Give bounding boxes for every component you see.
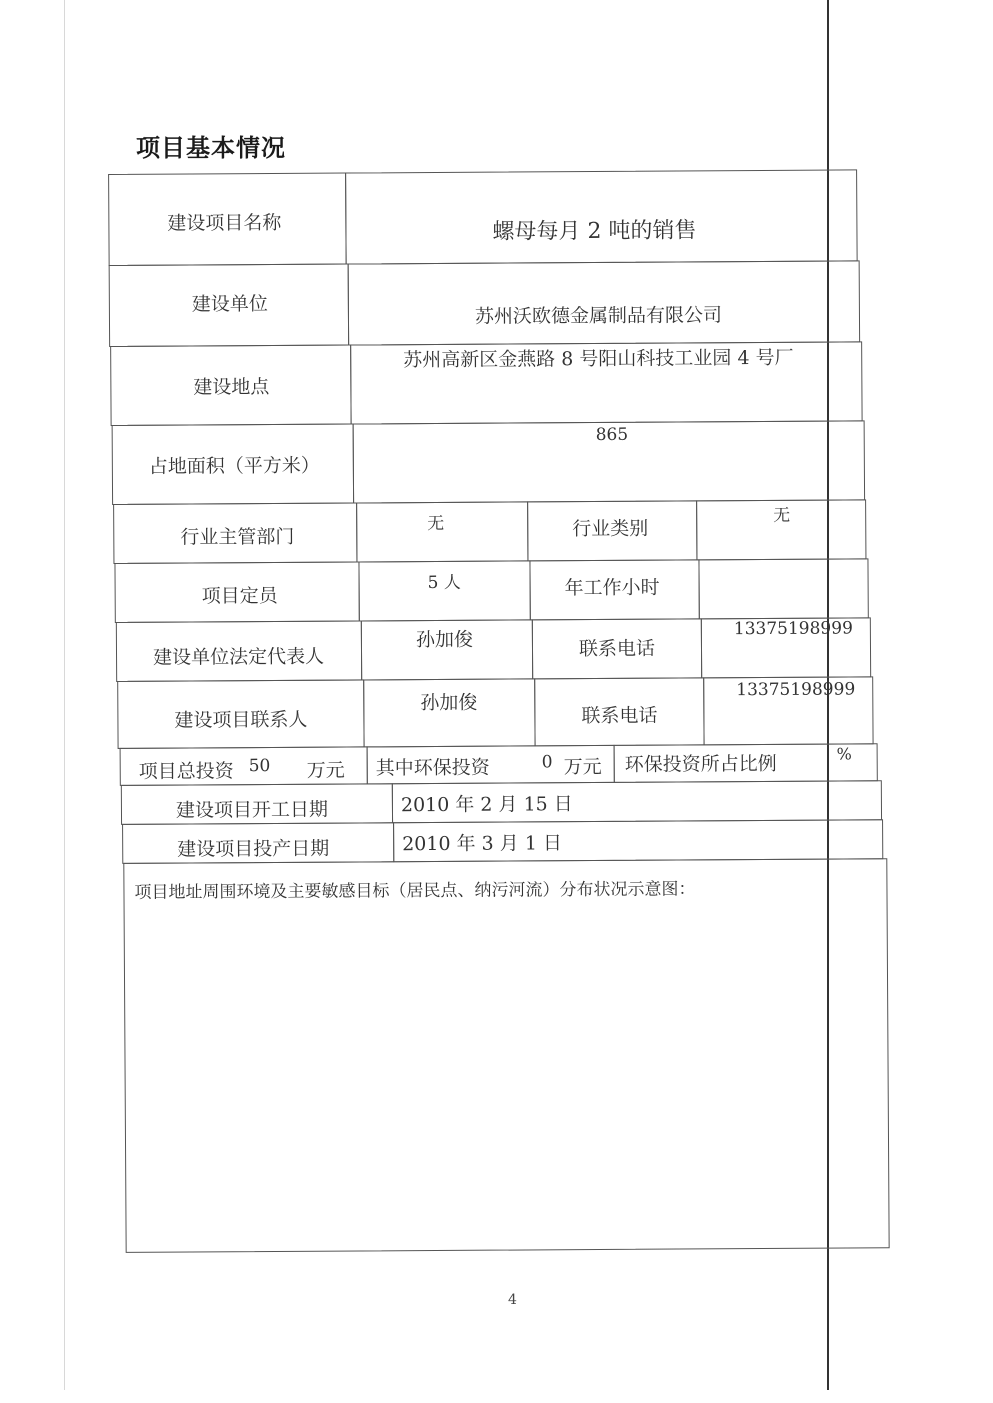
dept-value: 无: [427, 513, 445, 535]
project-name-label-cell: [108, 173, 347, 266]
unit-value-cell: [348, 260, 860, 345]
start-date-value: 2010 年 2 月 15 日: [400, 793, 573, 817]
unit-label: 建设单位: [191, 293, 268, 316]
staff-value: 5 人: [427, 572, 461, 594]
start-date-label-cell: [121, 783, 393, 825]
project-name-label: 建设项目名称: [167, 211, 282, 235]
unit-label-cell: [109, 264, 349, 347]
site-value-cell: [350, 341, 862, 424]
project-info-form: [106, 155, 893, 1260]
surroundings-map-cell: [123, 858, 889, 1253]
legal-rep-value: 孙加俊: [415, 628, 474, 652]
env-invest-value: 0: [541, 752, 553, 773]
page-number: 4: [508, 1292, 517, 1308]
staff-label-cell: [114, 561, 359, 622]
phone-value-1: 13375198999: [733, 618, 853, 640]
total-invest-unit: 万元: [306, 759, 345, 782]
industry-value-cell: [696, 499, 866, 560]
industry-value: 无: [773, 505, 791, 526]
env-invest-label: 其中环保投资: [375, 756, 490, 780]
legal-rep-label: 建设单位法定代表人: [152, 645, 325, 669]
contact-label-cell: [117, 679, 364, 749]
dept-label: 行业主管部门: [180, 525, 295, 549]
total-invest-cell: [120, 746, 368, 786]
production-date-value: 2010 年 3 月 1 日: [402, 832, 562, 856]
env-invest-cell: [367, 745, 615, 785]
production-date-value-cell: [393, 819, 883, 862]
production-date-label: 建设项目投产日期: [177, 837, 330, 861]
dept-value-cell: [356, 501, 528, 562]
phone-label-1: 联系电话: [578, 637, 656, 661]
phone-label-1-cell: [532, 618, 702, 679]
page-title: 项目基本情况: [136, 133, 286, 162]
hours-label-cell: [529, 559, 699, 620]
area-label-cell: [112, 423, 354, 504]
env-invest-unit: 万元: [563, 755, 602, 779]
phone-value-2: 13375198999: [736, 679, 856, 701]
phone-value-2-cell: [703, 676, 873, 745]
hours-value-cell: [698, 558, 868, 619]
staff-label: 项目定员: [201, 584, 278, 608]
site-label: 建设地点: [193, 376, 270, 399]
start-date-value-cell: [392, 780, 882, 823]
unit-value: 苏州沃欧德金属制品有限公司: [474, 304, 723, 328]
contact-label: 建设项目联系人: [174, 708, 308, 732]
area-value-cell: [353, 420, 865, 503]
env-ratio-label: 环保投资所占比例: [624, 752, 777, 776]
phone-value-1-cell: [701, 617, 871, 678]
dept-label-cell: [113, 502, 357, 563]
project-name-value: 螺母每月 2 吨的销售: [492, 218, 697, 245]
contact-value: 孙加俊: [420, 691, 478, 715]
phone-label-2-cell: [534, 677, 704, 746]
area-value: 865: [595, 424, 629, 446]
env-ratio-unit: %: [836, 744, 852, 764]
production-date-label-cell: [122, 822, 394, 864]
total-invest-value: 50: [248, 756, 271, 777]
total-invest-label: 项目总投资: [138, 760, 234, 783]
start-date-label: 建设项目开工日期: [175, 798, 329, 822]
site-value: 苏州高新区金燕路 8 号阳山科技工业园 4 号厂: [403, 346, 794, 372]
legal-rep-label-cell: [116, 620, 362, 682]
site-label-cell: [110, 345, 351, 426]
legal-rep-value-cell: [361, 619, 533, 680]
env-ratio-cell: [614, 743, 878, 783]
scan-edge-left: [64, 0, 65, 1390]
contact-value-cell: [363, 678, 535, 747]
surroundings-label: 项目地址周围环境及主要敏感目标（居民点、纳污河流）分布状况示意图：: [134, 879, 696, 903]
staff-value-cell: [358, 560, 530, 621]
industry-label-cell: [527, 500, 697, 561]
hours-label: 年工作小时: [564, 576, 660, 600]
phone-label-2: 联系电话: [581, 704, 658, 728]
industry-label: 行业类别: [572, 517, 649, 541]
area-label: 占地面积（平方米）: [148, 454, 320, 478]
project-name-value-cell: [345, 169, 858, 264]
